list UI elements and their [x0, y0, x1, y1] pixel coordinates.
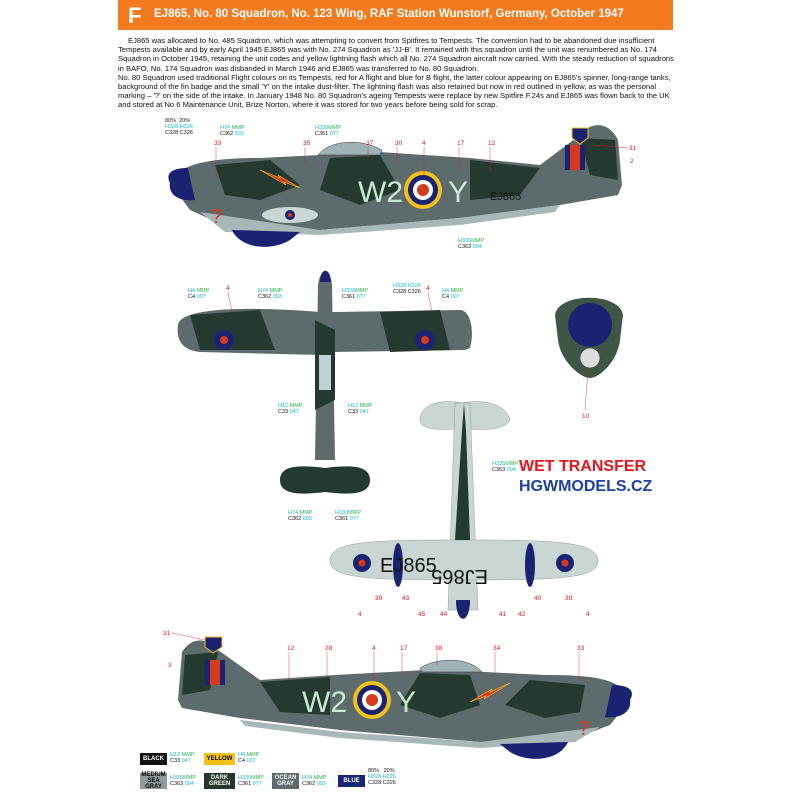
paint-hcode: H335	[458, 238, 472, 244]
paint-code-dark-green	[342, 288, 368, 300]
callout-number: 43	[402, 595, 410, 602]
profile-letter: F	[128, 3, 142, 28]
history-paragraph: EJ865 was allocated to No. 485 Squadron, which was attempting to convert from Spitfires to Tempests. The conversion had to be abandoned due insufficient Tempests available and by early April 1945 EJ865 was with No. 274 Squadron as 'JJ-B'. It remained with this squadron until the unit was renumbered as No. 174 Squadron in October 1945, retaining the unit codes and yellow lightning flash which all No. 274 Squadron aircraft now carried. With the steady reduction of squadrons in BAFO, No. 174 Squadron was disbanded in March 1946 and EJ865 was transferred to No. 80 Squadron.	[118, 36, 674, 73]
legend-swatch-black: BLACK	[140, 753, 167, 765]
plan-view-upper	[178, 271, 472, 494]
aircraft-letter: Y	[396, 686, 417, 719]
paint-ccode: C363	[458, 244, 472, 251]
paint-hcode: H12	[278, 403, 289, 409]
legend-code	[238, 775, 264, 787]
paint-mmp: MMP	[299, 510, 313, 516]
paint-code-ocean-gray	[258, 288, 282, 300]
callout-number: 31	[163, 630, 171, 637]
callout-number: 4	[586, 611, 590, 618]
paint-num: 047	[359, 409, 369, 416]
paint-code-dark-green	[315, 125, 341, 137]
paint-ccode: C361	[335, 516, 349, 523]
wet-transfer-label: WET TRANSFER	[519, 458, 647, 475]
callout-number: 39	[565, 595, 573, 602]
paint-mmp: MMP	[183, 775, 196, 781]
squadron-code: W2	[302, 686, 347, 719]
paint-ccode: C361	[238, 781, 252, 788]
paint-hcode: H328	[165, 124, 179, 131]
paint-hcode: H74	[258, 288, 269, 294]
paint-mmp: MMP	[450, 288, 464, 294]
personal-marking: ?	[578, 718, 590, 740]
paint-hcode: H12	[170, 752, 181, 758]
callout-number: 39	[375, 595, 383, 602]
history-paragraph: No. 80 Squadron used traditional Flight colours on its Tempests, red for A flight and blue for B flight, the latter colour appearing on EJ865's spinner, long-range tanks, background of the fin badge and the small 'Y' on the intake dust-filter. The lightning flash was also retained but now in red outlined in yellow, as was the personal marking – '?' on the side of the intake. In January 1948 No. 80 Squadron's ageing Tempests were replace by new Spitfire F.24s and EJ865 was flown back to the UK and stored at No 6 Maintenance Unit, Brize Norton, where it was stored for two years before being sold for scrap.	[118, 72, 671, 110]
paint-hcode: H326	[179, 124, 193, 131]
camo-green	[380, 310, 450, 352]
callout-number: 2	[630, 158, 634, 165]
paint-num: 093	[302, 516, 312, 523]
paint-ccode: C326	[407, 289, 421, 296]
paint-code-ocean-gray	[288, 510, 312, 522]
paint-hcode: H74	[288, 510, 299, 516]
callout-number: 33	[577, 645, 585, 652]
legend-code	[368, 768, 396, 787]
paint-code-yellow	[188, 288, 209, 300]
paint-ccode: C4	[238, 758, 246, 765]
paint-ccode: C4	[188, 294, 196, 301]
drop-tank-right	[525, 543, 535, 587]
paint-pct: 80%	[368, 768, 380, 774]
callout-number: 40	[534, 595, 542, 602]
callout-number: 4	[372, 645, 376, 652]
paint-hcode: H328	[368, 774, 382, 781]
callout-number: 17	[457, 140, 465, 147]
legend-swatch-blue: BLUE	[338, 775, 365, 787]
paint-ccode: C326	[179, 130, 193, 137]
paint-ccode: C328	[165, 130, 179, 137]
legend-code	[302, 775, 326, 787]
paint-num: 077	[356, 294, 366, 301]
paint-num: 093	[234, 131, 244, 138]
paint-hcode: H328	[393, 283, 407, 289]
callout-number: 38	[435, 645, 443, 652]
profile-title: EJ865, No. 80 Squadron, No. 123 Wing, RAF Station Wunstorf, Germany, October 1947	[154, 8, 624, 20]
callout-number: 3	[168, 662, 172, 669]
side-profile-bottom	[163, 630, 632, 759]
legend-swatch-ocean-gray: OCEAN GRAY	[272, 773, 299, 789]
paint-hcode: H12	[348, 403, 359, 409]
paint-mmp: MMP	[251, 775, 264, 781]
paint-num: 093	[272, 294, 282, 301]
callout-number: 44	[440, 611, 448, 618]
paint-num: 094	[506, 467, 516, 474]
legend-code	[170, 775, 196, 787]
paint-pct: 20%	[179, 118, 191, 124]
paint-hcode: H4	[188, 288, 196, 294]
underside-serial-right: EJ865	[431, 565, 488, 587]
paint-num: 007	[196, 294, 206, 301]
callout-number: 12	[287, 645, 295, 652]
paint-hcode: H74	[302, 775, 313, 781]
paint-num: 077	[329, 131, 339, 138]
callout-number: 17	[400, 645, 408, 652]
paint-mmp: MMP	[313, 775, 327, 781]
underside-view	[330, 402, 598, 619]
paint-mmp: MMP	[269, 288, 283, 294]
callout-number: 35	[303, 140, 311, 147]
underside-serial-left: EJ865	[380, 555, 437, 577]
legend-code	[238, 752, 259, 764]
legend-code	[170, 752, 194, 764]
paint-hcode: H74	[220, 125, 231, 131]
paint-num: 093	[316, 781, 326, 788]
paint-ccode: C4	[442, 294, 450, 301]
paint-ccode: C33	[278, 409, 289, 416]
squadron-code: W2	[358, 176, 403, 209]
paint-num: 047	[289, 409, 299, 416]
callout-number: 4	[422, 140, 426, 147]
paint-code-dark-green	[335, 510, 361, 522]
paint-hcode: H330	[315, 125, 329, 131]
callout-number: 10	[582, 413, 590, 420]
paint-code-blue	[393, 283, 421, 295]
callout-number: 4	[226, 285, 230, 292]
paint-hcode: H326	[382, 774, 396, 781]
spinner-plan	[320, 271, 331, 282]
legend-swatch-dark-green: DARK GREEN	[204, 773, 235, 789]
paint-mmp: MMP	[505, 461, 518, 467]
paint-ccode: C362	[288, 516, 302, 523]
callout-number: 37	[366, 140, 374, 147]
paint-code-spinner	[165, 118, 193, 137]
radiator-underside	[456, 600, 470, 619]
callout-number: 42	[518, 611, 526, 618]
paint-hcode: H330	[238, 775, 252, 781]
paint-pct: 20%	[383, 768, 395, 774]
paint-ccode: C363	[492, 467, 506, 474]
callout-number: 28	[325, 645, 333, 652]
legend-swatch-medium-sea-gray: MEDIUM SEA GRAY	[141, 772, 166, 790]
paint-ccode: C363	[170, 781, 184, 788]
paint-ccode: C362	[258, 294, 272, 301]
paint-code-sea-gray	[492, 461, 518, 473]
paint-num: 094	[184, 781, 194, 788]
paint-mmp: MMP	[196, 288, 210, 294]
radiator-chin	[500, 742, 568, 759]
paint-num: 077	[252, 781, 262, 788]
paint-hcode: H330	[342, 288, 356, 294]
callout-number: 33	[214, 140, 222, 147]
paint-hcode: H4	[442, 288, 450, 294]
paint-mmp: MMP	[471, 238, 484, 244]
legend-swatch-yellow: YELLOW	[204, 753, 235, 765]
paint-ccode: C33	[170, 758, 181, 765]
callout-number: 12	[488, 140, 496, 147]
paint-ccode: C328	[393, 289, 407, 296]
paint-code-sea-gray	[458, 238, 484, 250]
paint-ccode: C362	[302, 781, 316, 788]
paint-mmp: MMP	[181, 752, 195, 758]
callout-number: 4	[426, 285, 430, 292]
paint-hcode: H4	[238, 752, 246, 758]
paint-mmp: MMP	[289, 403, 303, 409]
callout-number: 30	[395, 140, 403, 147]
paint-num: 047	[181, 758, 191, 765]
paint-ccode: C326	[382, 780, 396, 787]
paint-code-black	[348, 403, 372, 415]
callout-number: 31	[629, 145, 637, 152]
paint-hcode: H330	[335, 510, 349, 516]
air-intake	[580, 348, 600, 368]
paint-mmp: MMP	[328, 125, 341, 131]
paint-hcode: H335	[492, 461, 506, 467]
paint-mmp: MMP	[359, 403, 373, 409]
paint-hcode: H335	[170, 775, 184, 781]
personal-marking: ?	[211, 206, 223, 228]
paint-code-ocean-gray	[220, 125, 244, 137]
paint-code-yellow	[442, 288, 463, 300]
callout-number: 41	[499, 611, 507, 618]
aircraft-letter: Y	[448, 176, 469, 209]
canopy-plan	[319, 355, 331, 390]
paint-num: 007	[246, 758, 256, 765]
callout-number: 45	[418, 611, 426, 618]
canopy	[420, 660, 482, 672]
radiator-chin	[232, 230, 300, 247]
spinner-front	[568, 303, 612, 347]
callout-number: 34	[493, 645, 501, 652]
paint-ccode: C361	[315, 131, 329, 138]
paint-ccode: C361	[342, 294, 356, 301]
website-label: HGWMODELS.CZ	[519, 478, 653, 495]
paint-pct: 80%	[165, 118, 177, 124]
paint-num: 007	[450, 294, 460, 301]
tailplane-upper	[280, 466, 370, 493]
serial-number: EJ865	[490, 191, 522, 203]
paint-num: 094	[472, 244, 482, 251]
paint-code-black	[278, 403, 302, 415]
paint-num: 077	[349, 516, 359, 523]
callout-number: 4	[358, 611, 362, 618]
paint-mmp: MMP	[348, 510, 361, 516]
paint-mmp: MMP	[231, 125, 245, 131]
paint-mmp: MMP	[246, 752, 260, 758]
paint-mmp: MMP	[355, 288, 368, 294]
paint-ccode: C362	[220, 131, 234, 138]
paint-ccode: C328	[368, 780, 382, 787]
paint-hcode: H326	[407, 283, 421, 289]
front-view	[555, 298, 623, 420]
side-profile-top	[168, 125, 636, 247]
paint-ccode: C33	[348, 409, 359, 416]
